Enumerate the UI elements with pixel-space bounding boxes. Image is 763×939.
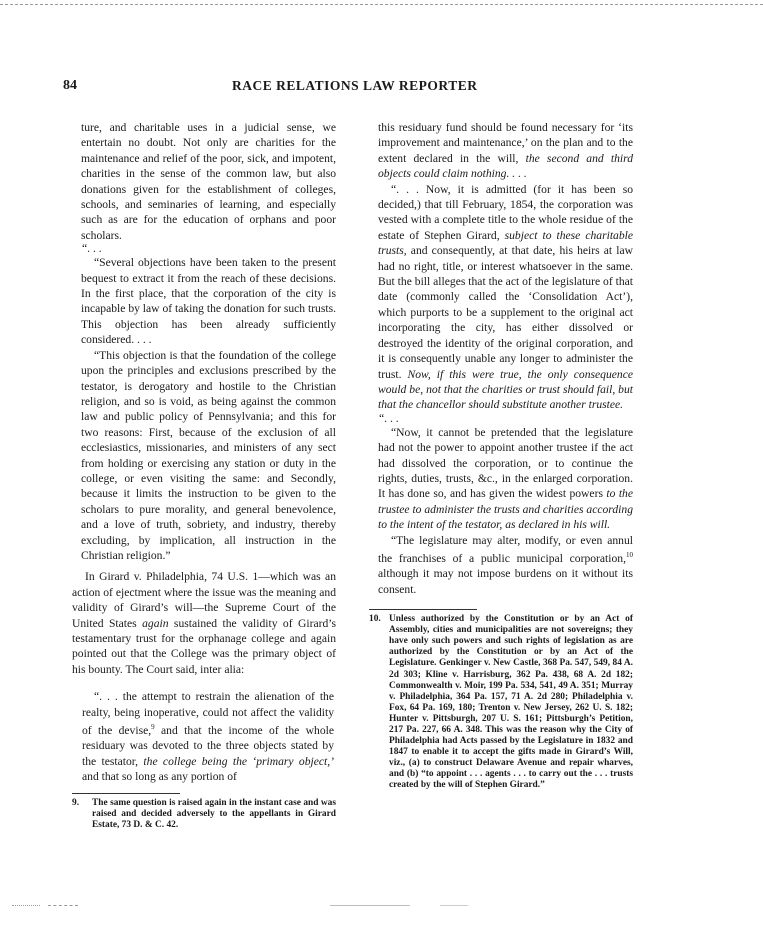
text-run: this residuary fund should be found necessary for ‘its improvement and maintenance,’ on the plan and to the extent declared in the will, [378,121,633,165]
block-quote [72,689,336,784]
text-run: “Now, it cannot be pretended that the legislature had not the power to appoint another trustee if the act had dissolved the corporation, or to continue the rights, duties, trusts, &c., in the enlarged corporation. It has done so, and has given the widest powers [378,425,633,501]
footnote-text: The same question is raised again in the instant case and was raised and decided adversely to the appellants in Girard Estate, 73 D. & C. 42. [92,797,336,830]
emphasis: the second and third objects could claim nothing. . . . [378,151,633,181]
right-paragraph-2 [369,182,633,413]
left-paragraph-2: “Several objections have been taken to the present bequest to extract it from the reach of these decisions. In the first place, that the corporation of the city is incapable by law of taking the donation for such trusts. This objection has been already sufficiently considered. . . . [81,256,337,347]
scan-top-edge [0,4,763,5]
text-run: “The legislature may alter, modify, or even annul the franchises of a public municipal corporation, [378,533,633,565]
left-paragraph-5 [82,689,334,784]
emphasis: again [142,616,169,630]
text-run: although it may not impose burdens on it without its consent. [378,567,633,596]
footnote-number: 10. [369,614,381,625]
left-paragraph-4 [72,569,336,677]
emphasis: Now, if this were true, the only consequence would be, not that the charities or trust should fail, but that the chancellor should substitute another trustee. [378,367,633,412]
left-paragraph-3: “This objection is that the foundation of the college upon the principles and exclusions prescribed by the testator, is derogatory and hostile to the Christian religion, and so is void, as being against the common law and public policy of Pennsylvania; and this for two reasons: First, because of the exclusion of all ecclesiastics, missionaries, and ministers of any sect from holding or exercising any station or duty in the college, or even visiting the same: and Secondly, because it limits the instruction to be given to the scholars to pure morality, and general benevolence, and a love of truth, sobriety, and industry, thereby excluding, by implication, all instruction in the Christian religion.” [81,348,336,562]
right-paragraph-1 [369,120,633,182]
footnote-rule [369,609,477,610]
footnote-ref-9[interactable]: 9 [151,723,155,732]
scan-artifact [330,905,410,910]
text-run: In Girard v. Philadelphia, 74 U.S. 1—which was an action of ejectment where the issue was the meaning and validity of Girard’s will—the Supreme Court of the United States [72,570,336,630]
right-paragraph-4 [369,533,633,597]
footnote-number: 9. [72,797,80,808]
emphasis: subject to these charitable trusts, [378,228,634,258]
text-run: sustained the validity of Girard’s testamentary trust for the orphanage college and again pointed out that the College was the primary object of his bounty. The Court said, inter alia: [72,616,337,676]
right-paragraph-3 [369,425,633,533]
scan-artifact [12,905,40,910]
ellipsis: “. . . [82,242,102,256]
page-number: 84 [63,78,77,93]
footnote-9 [72,798,336,831]
footnote-10 [369,614,633,792]
scan-artifact [440,905,468,910]
text-run: and that the income of the whole residuary was devoted to the three objects stated by the testator, [82,723,334,768]
text-run: “. . . Now, it is admitted (for it has been so decided,) that till February, 1854, the corporation was vested with a complete title to the whole residue of the estate of Stephen Girard, [378,182,633,242]
emphasis: to the trustee to administer the trusts and charities according to the intent of the testator, as declared in his will. [378,487,633,532]
left-paragraph-1: ture, and charitable uses in a judicial sense, we entertain no doubt. Not only are charities for the maintenance and relief of the poor, sick, and impotent, charities in the sense of the common law, but also donations given for the establishment of colleges, schools, and seminaries of learning, and especially such as are for the education of orphans and poor scholars. [81,121,336,242]
ellipsis: “. . . [379,411,399,425]
footnote-rule [72,793,180,794]
emphasis: the college being the ‘primary object,’ [143,754,334,768]
right-column [369,120,633,792]
text-run: and that so long as any portion of [82,770,237,784]
footnote-text: Unless authorized by the Constitution or by an Act of Assembly, cities and municipalities are not sovereigns; they have only such powers and such rights of legislation as are authorized by the Constitution or by an Act of the Legislature. Genkinger v. New Castle, 368 Pa. 547, 549, 84 A. 2d 303; Kline v. Harrisburg, 362 Pa. 438, 68 A. 2d 182; Commonwealth v. Moir, 199 Pa. 534, 541, 49 A. 351; Murray v. Philadelphia, 364 Pa. 157, 71 A. 2d 280; Philadelphia v. Fox, 64 Pa. 169, 180; Trenton v. New Jersey, 262 U. S. 182; Hunter v. Pittsburgh, 207 U. S. 161; Pittsburgh’s Petition, 217 Pa. 227, 66 A. 348. This was the reason why the City of Philadelphia had Acts passed by the Legislature in 1832 and 1847 to enable it to accept the gifts made in Girard’s Will, viz., (a) to construct Delaware Avenue and repair wharves, and (b) “to appoint . . . agents . . . to carry out the . . . trusts created by the will of Stephen Girard.” [389,614,633,791]
footnote-ref-10[interactable]: 10 [626,550,633,559]
left-column [72,120,336,831]
text-run: and consequently, at that date, his heirs at law had no right, title, or interest whatsoever in the same. But the bill alleges that the act of the legislature of that date (commonly called the ‘Consolidation Act’), which purports to be a supplement to the original act incorporating the city, has either dissolved or destroyed the identity of the original corporation, and it is consequently unable any longer to administer the trust. [378,244,633,381]
scan-artifact [48,905,78,910]
text-run: “. . . the attempt to restrain the alienation of the realty, being inoperative, could not affect the validity of the devise, [82,690,334,737]
running-head: RACE RELATIONS LAW REPORTER [232,78,478,93]
